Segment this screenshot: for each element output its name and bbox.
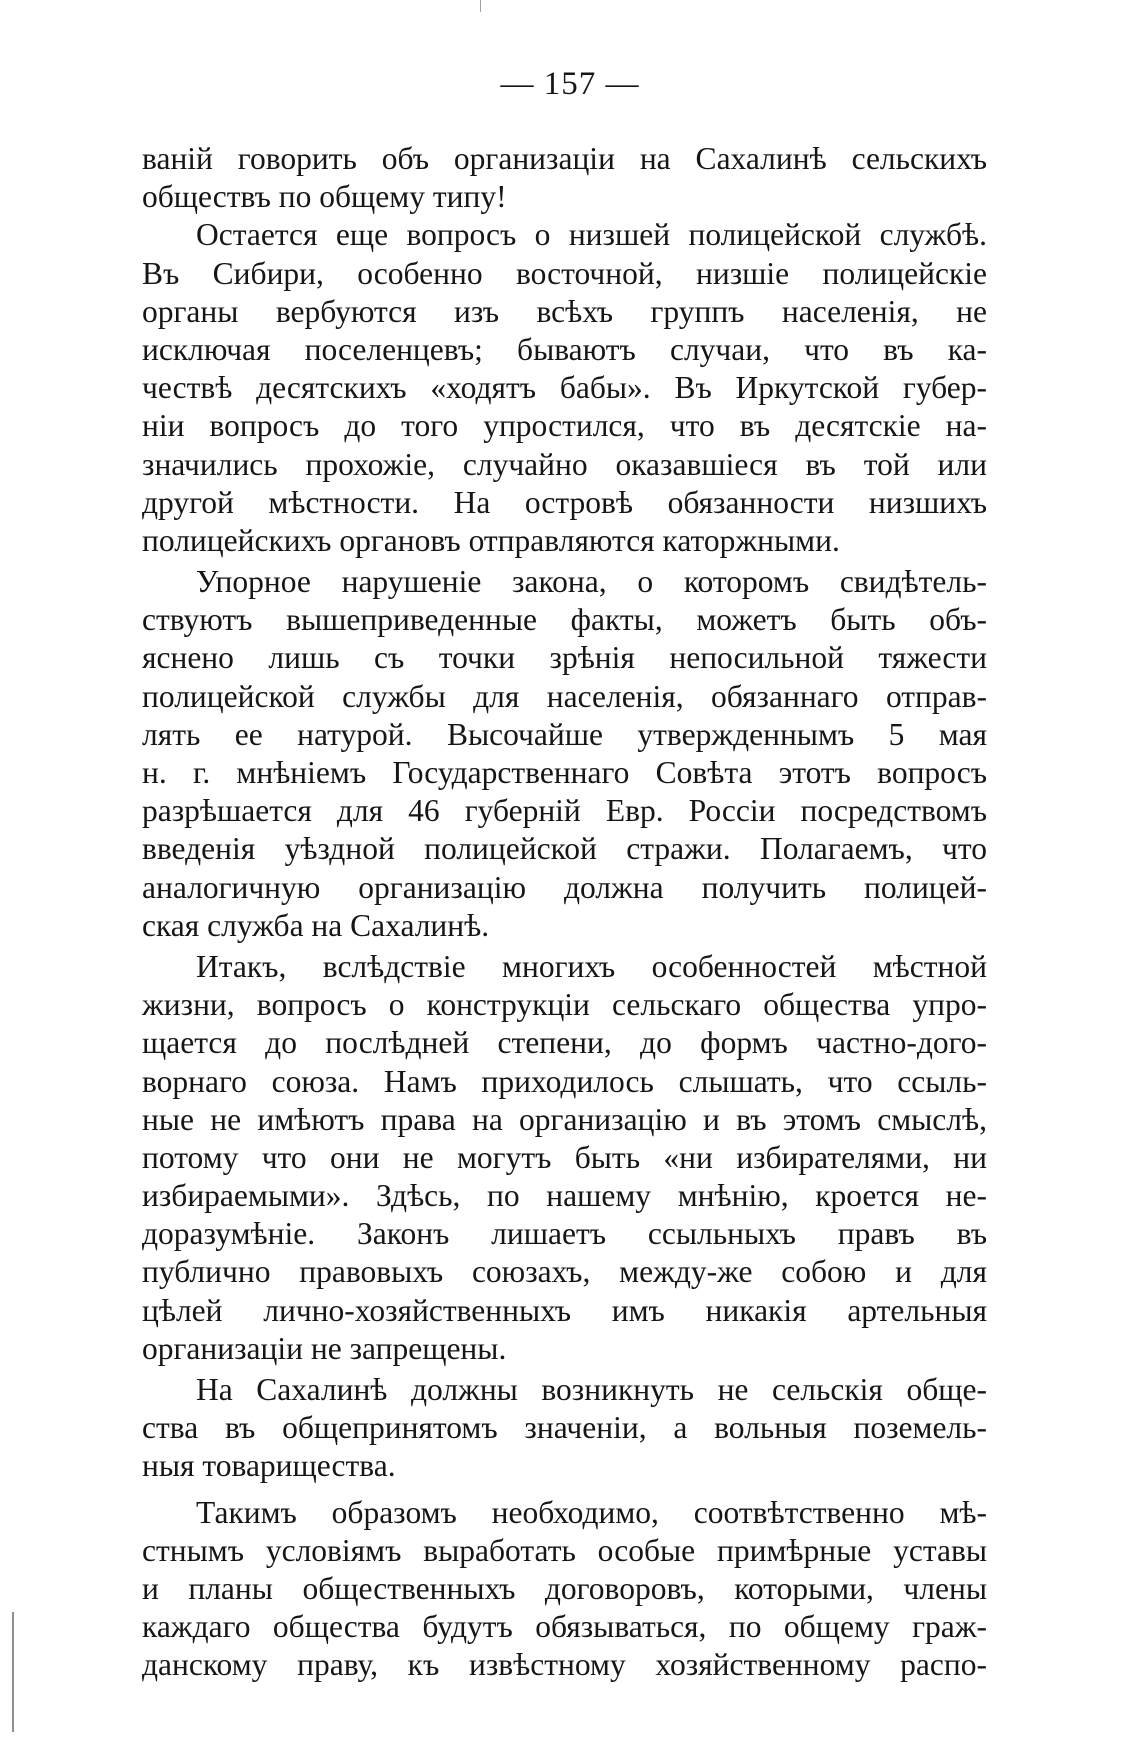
text-line: и планы общественныхъ договоровъ, которыми, члены xyxy=(142,1570,987,1606)
text-line: жизни, вопросъ о конструкціи сельскаго общества упро- xyxy=(142,987,987,1023)
text-line: организаціи не запрещены. xyxy=(142,1330,507,1366)
text-line: Упорное нарушеніе закона, о которомъ свидѣтель- xyxy=(196,564,987,600)
text-line: введенія уѣздной полицейской стражи. Полагаемъ, что xyxy=(142,831,987,867)
text-line: обществъ по общему типу! xyxy=(142,179,507,215)
paragraph-2 xyxy=(142,216,987,560)
text-line: ства въ общепринятомъ значеніи, а вольныя поземель- xyxy=(142,1410,987,1446)
paragraph-1 xyxy=(142,140,987,216)
text-line: полицейскихъ органовъ отправляются каторжными. xyxy=(142,522,840,558)
text-line: лять ее натурой. Высочайше утвержденнымъ 5 мая xyxy=(142,716,987,752)
text-line: ваній говорить объ организаціи на Сахалинѣ сельскихъ xyxy=(142,141,987,176)
text-line: Итакъ, вслѣдствіе многихъ особенностей мѣстной xyxy=(196,948,987,984)
text-line: данскому праву, къ извѣстному хозяйственному распо- xyxy=(142,1647,987,1683)
paragraph-6 xyxy=(142,1494,987,1685)
text-line: яснено лишь съ точки зрѣнія непосильной тяжести xyxy=(142,640,987,676)
text-line: цѣлей лично-хозяйственныхъ имъ никакія артельныя xyxy=(142,1292,987,1328)
text-line: щается до послѣдней степени, до формъ частно-дого- xyxy=(142,1025,987,1061)
paragraph-5 xyxy=(142,1371,987,1486)
text-line: ніи вопросъ до того упростился, что въ десятскіе на- xyxy=(142,408,987,444)
text-line: ствуютъ вышеприведенные факты, можетъ быть объ- xyxy=(142,602,987,638)
text-line: Въ Сибири, особенно восточной, низшіе полицейскіе xyxy=(142,255,987,291)
text-line: избираемыми». Здѣсь, по нашему мнѣнію, кроется не- xyxy=(142,1178,987,1214)
text-line: значились прохожіе, случайно оказавшіеся въ той или xyxy=(142,446,987,482)
text-line: стнымъ условіямъ выработать особые примѣрные уставы xyxy=(142,1532,987,1568)
text-line: ные не имѣютъ права на организацію и въ этомъ смыслѣ, xyxy=(142,1101,987,1137)
scan-artifact-line xyxy=(480,0,481,12)
text-line: органы вербуются изъ всѣхъ группъ населенія, не xyxy=(142,293,987,329)
text-line: публично правовыхъ союзахъ, между-же собою и для xyxy=(142,1254,987,1290)
text-line: аналогичную организацію должна получить полицей- xyxy=(142,869,987,905)
text-line: ская служба на Сахалинѣ. xyxy=(142,907,490,943)
scan-artifact-line xyxy=(12,1612,14,1732)
page-number: — 157 — xyxy=(500,66,640,102)
body-text xyxy=(142,140,987,1685)
text-line: Остается еще вопросъ о низшей полицейской службѣ. xyxy=(196,217,987,253)
text-line: чествѣ десятскихъ «ходятъ бабы». Въ Иркутской губер- xyxy=(142,370,987,406)
paragraph-3 xyxy=(142,563,987,945)
text-line: каждаго общества будутъ обязываться, по общему граж- xyxy=(142,1609,987,1645)
text-line: полицейской службы для населенія, обязаннаго отправ- xyxy=(142,678,987,714)
text-line: н. г. мнѣніемъ Государственнаго Совѣта этотъ вопросъ xyxy=(142,755,987,790)
text-line: разрѣшается для 46 губерній Евр. Россіи посредствомъ xyxy=(142,793,987,829)
text-line: ворнаго союза. Намъ приходилось слышать, что ссыль- xyxy=(142,1063,987,1099)
text-line: ныя товарищества. xyxy=(142,1448,396,1484)
text-line: На Сахалинѣ должны возникнуть не сельскія обще- xyxy=(196,1372,987,1407)
text-line: Такимъ образомъ необходимо, соотвѣтственно мѣ- xyxy=(196,1494,987,1530)
paragraph-4 xyxy=(142,948,987,1368)
text-line: исключая поселенцевъ; бываютъ случаи, что въ ка- xyxy=(142,331,987,367)
text-line: другой мѣстности. На островѣ обязанности низшихъ xyxy=(142,484,987,520)
text-line: потому что они не могутъ быть «ни избирателями, ни xyxy=(142,1139,987,1175)
text-line: доразумѣніе. Законъ лишаетъ ссыльныхъ правъ въ xyxy=(142,1216,987,1252)
